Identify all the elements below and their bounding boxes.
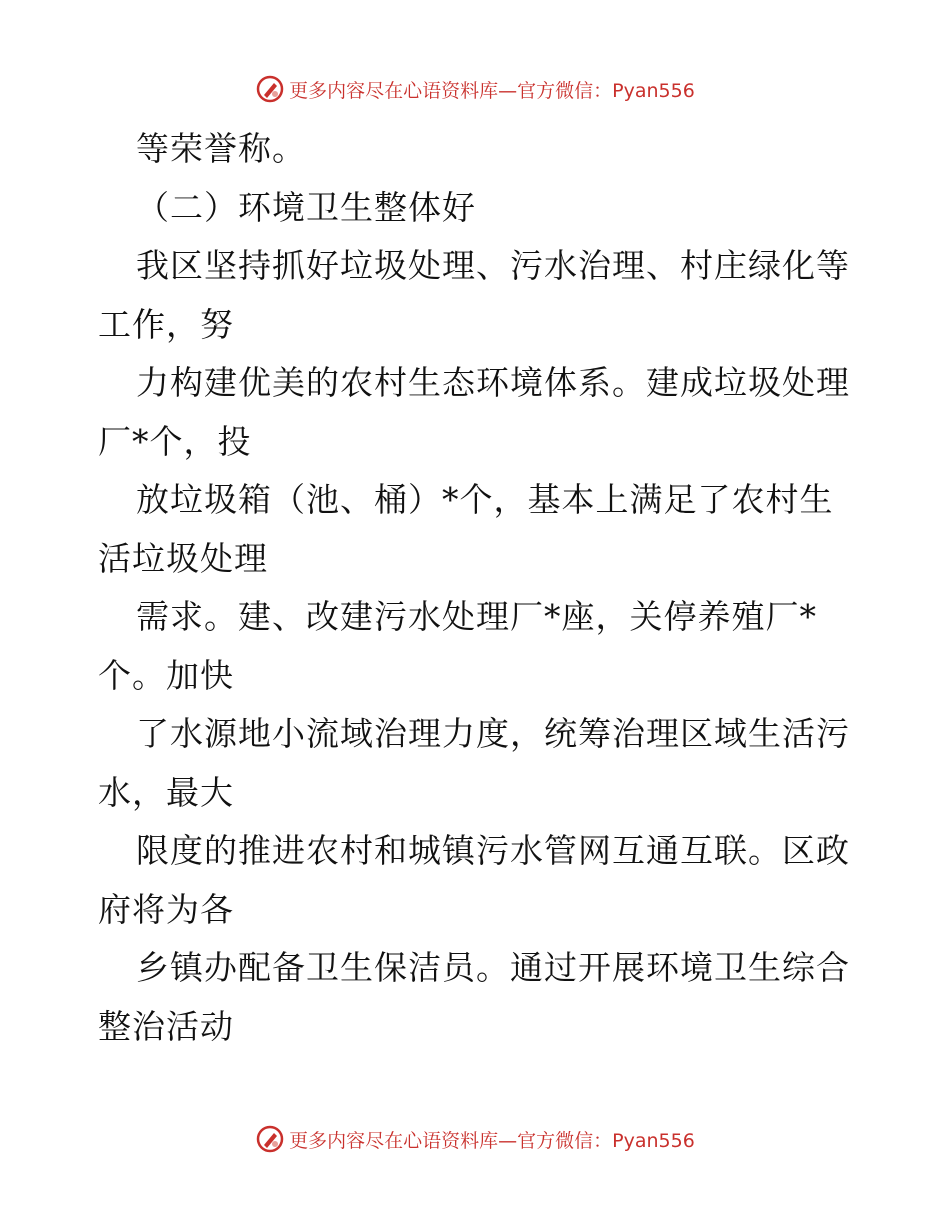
footer-watermark xyxy=(0,1124,950,1154)
text-line: 府将为各 xyxy=(98,889,234,929)
pen-logo-icon xyxy=(255,1124,285,1154)
header-watermark xyxy=(0,74,950,104)
watermark-text: 更多内容尽在心语资料库—官方微信：Pyan556 xyxy=(289,1129,695,1152)
text-line: 放垃圾箱（池、桶）*个，基本上满足了农村生 xyxy=(136,480,834,519)
text-line: 乡镇办配备卫生保洁员。通过开展环境卫生综合 xyxy=(136,948,850,987)
text-line: 等荣誉称。 xyxy=(136,129,306,168)
text-line: 限度的推进农村和城镇污水管网互通互联。区政 xyxy=(136,831,850,870)
text-line: 整治活动 xyxy=(98,1006,234,1046)
watermark-id: Pyan556 xyxy=(612,1129,695,1152)
text-line: 水，最大 xyxy=(98,772,234,812)
text-line: 了水源地小流域治理力度，统筹治理区域生活污 xyxy=(136,714,850,753)
watermark-text: 更多内容尽在心语资料库—官方微信：Pyan556 xyxy=(289,79,695,102)
text-line: 厂*个，投 xyxy=(98,421,252,461)
document-body xyxy=(98,120,858,1056)
text-line: 需求。建、改建污水处理厂*座，关停养殖厂* xyxy=(136,597,817,636)
text-line: 工作，努 xyxy=(98,304,234,344)
text-line: 我区坚持抓好垃圾处理、污水治理、村庄绿化等 xyxy=(136,246,850,285)
pen-logo-icon xyxy=(255,74,285,104)
watermark-id: Pyan556 xyxy=(612,79,695,102)
text-line: 力构建优美的农村生态环境体系。建成垃圾处理 xyxy=(136,363,850,402)
text-line: 活垃圾处理 xyxy=(98,538,268,578)
section-heading: （二）环境卫生整体好 xyxy=(136,187,476,227)
text-line: 个。加快 xyxy=(98,655,234,695)
